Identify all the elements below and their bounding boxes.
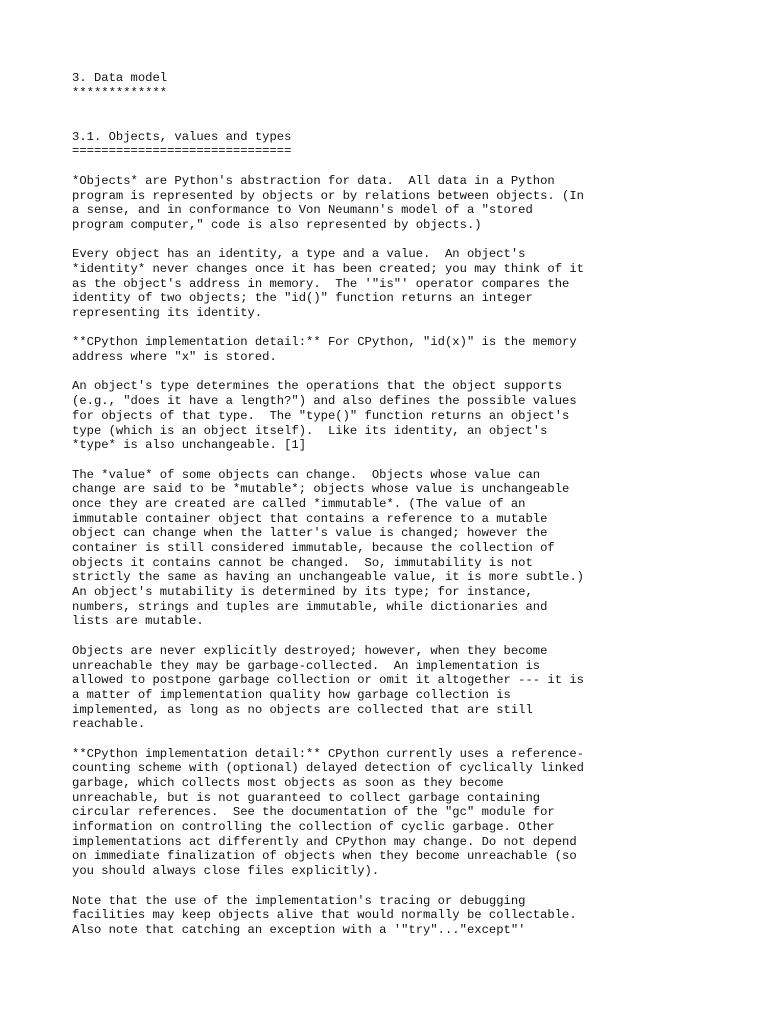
text-line: container is still considered immutable, because the collection of	[72, 541, 555, 555]
blank-line	[72, 365, 732, 380]
text-line: identity of two objects; the "id()" function returns an integer	[72, 291, 533, 306]
text-line: you should always close files explicitly).	[72, 864, 380, 879]
text-line: strictly the same as having an unchangeable value, it is more subtle.)	[72, 570, 584, 585]
text-line: **CPython implementation detail:** For CPython, "id(x)" is the memory	[72, 335, 577, 350]
blank-line	[72, 879, 732, 894]
text-line: object can change when the latter's value is changed; however the	[72, 526, 548, 541]
text-line: Also note that catching an exception with a '"try"..."except"'	[72, 922, 526, 937]
blank-line	[72, 100, 732, 115]
blank-line	[72, 321, 732, 336]
text-line: 3.1. Objects, values and types	[72, 129, 292, 144]
text-line: for objects of that type. The "type()" function returns an object's	[72, 408, 570, 423]
text-line: numbers, strings and tuples are immutable, while dictionaries and	[72, 599, 548, 614]
text-line: circular references. See the documentation of the "gc" module for	[72, 805, 555, 820]
text-line: unreachable, but is not guaranteed to collect garbage containing	[72, 790, 541, 805]
text-line: reachable.	[72, 717, 146, 732]
text-line: ==============================	[72, 144, 292, 159]
text-line: implementations act differently and CPython may change. Do not depend	[72, 834, 577, 849]
text-line: allowed to postpone garbage collection or omit it altogether --- it is	[72, 673, 584, 688]
text-line: Every object has an identity, a type and a value. An object's	[72, 247, 526, 262]
text-line: program computer," code is also represented by objects.)	[72, 217, 482, 232]
text-line: An object's mutability is determined by its type; for instance,	[72, 585, 533, 600]
text-line: Note that the use of the implementation's tracing or debugging	[72, 893, 526, 908]
text-line: program is represented by objects or by relations between objects. (In	[72, 188, 584, 203]
text-line: facilities may keep objects alive that would normally be collectable.	[72, 908, 577, 923]
text-line: The *value* of some objects can change. Objects whose value can	[72, 467, 541, 482]
text-line: information on controlling the collection of cyclic garbage. Other	[72, 820, 555, 835]
text-line: objects it contains cannot be changed. So, immutability is not	[72, 555, 533, 570]
text-line: *identity* never changes once it has been created; you may think of it	[72, 261, 584, 276]
text-line: once they are created are called *immutable*. (The value of an	[72, 496, 526, 511]
blank-line	[72, 732, 732, 747]
text-line: Objects are never explicitly destroyed; however, when they become	[72, 643, 548, 658]
text-line: immutable container object that contains a reference to a mutable	[72, 511, 548, 526]
blank-line	[72, 233, 732, 248]
text-line: *type* is also unchangeable. [1]	[72, 438, 307, 453]
text-line: lists are mutable.	[72, 614, 204, 629]
text-line: 3. Data model	[72, 71, 168, 85]
text-line: representing its identity.	[72, 306, 263, 320]
text-line: on immediate finalization of objects when they become unreachable (so	[72, 849, 577, 864]
blank-line	[72, 453, 732, 468]
blank-line	[72, 159, 732, 174]
text-line: *Objects* are Python's abstraction for data. All data in a Python	[72, 173, 555, 188]
text-line: (e.g., "does it have a length?") and also defines the possible values	[72, 394, 577, 409]
blank-line	[72, 115, 732, 130]
document-page	[72, 71, 732, 938]
text-line: a sense, and in conformance to Von Neumann's model of a "stored	[72, 203, 533, 218]
text-line: implemented, as long as no objects are collected that are still	[72, 702, 533, 717]
text-line: *************	[72, 85, 168, 100]
text-line: An object's type determines the operations that the object supports	[72, 379, 563, 394]
text-line: change are said to be *mutable*; objects whose value is unchangeable	[72, 482, 570, 497]
text-line: **CPython implementation detail:** CPython currently uses a reference-	[72, 746, 584, 761]
text-line: garbage, which collects most objects as soon as they become	[72, 776, 504, 790]
text-line: as the object's address in memory. The '"is"' operator compares the	[72, 276, 570, 291]
text-line: address where "x" is stored.	[72, 350, 277, 365]
text-line: a matter of implementation quality how garbage collection is	[72, 687, 511, 702]
blank-line	[72, 629, 732, 644]
text-line: unreachable they may be garbage-collected. An implementation is	[72, 658, 541, 673]
text-line: type (which is an object itself). Like its identity, an object's	[72, 423, 548, 438]
text-line: counting scheme with (optional) delayed detection of cyclically linked	[72, 761, 584, 776]
